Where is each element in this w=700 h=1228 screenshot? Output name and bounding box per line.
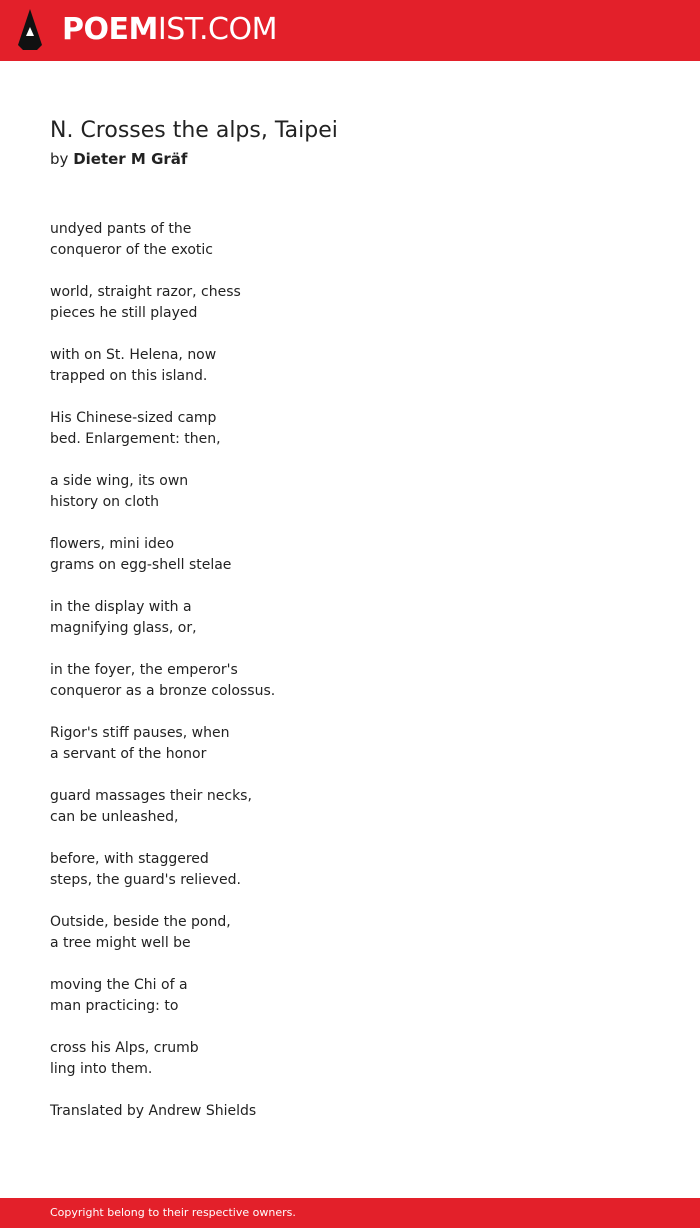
by-label: by [50,150,69,168]
poem-body [50,219,650,1143]
logo-text-light: IST.COM [157,12,277,47]
byline [50,148,187,170]
poem-stanza [50,1101,650,1122]
poem-stanza [50,597,650,639]
poem-line: can be unleashed, [50,809,179,825]
poem-line: world, straight razor, chess [50,284,241,300]
poem-stanza [50,660,650,702]
poem-title: N. Crosses the alps, Taipei [50,118,338,143]
poem-line: conqueror of the exotic [50,242,213,258]
poem-line: in the foyer, the emperor's [50,662,238,678]
poem-line: a side wing, its own [50,473,189,489]
poem-stanza [50,282,650,324]
author-name: Dieter M Gräf [73,150,188,168]
site-header [0,0,700,61]
poem-line: bed. Enlargement: then, [50,431,221,447]
poem-line: a tree might well be [50,935,191,951]
poem-stanza [50,723,650,765]
poem-line: pieces he still played [50,305,198,321]
poem-stanza [50,219,650,261]
poem-stanza [50,408,650,450]
poem-line: ling into them. [50,1061,153,1077]
poem-stanza [50,849,650,891]
poem-stanza [50,534,650,576]
poem-line: Outside, beside the pond, [50,914,231,930]
poem-line: a servant of the honor [50,746,207,762]
poem-line: before, with staggered [50,851,209,867]
poem-line: flowers, mini ideo [50,536,175,552]
poem-line: with on St. Helena, now [50,347,217,363]
poem-line: His Chinese-sized camp [50,410,217,426]
pencil-tip-icon[interactable] [17,9,43,51]
poem-line: in the display with a [50,599,192,615]
poem-stanza [50,786,650,828]
copyright-text: Copyright belong to their respective owners. [50,1206,296,1219]
poem-line: moving the Chi of a [50,977,188,993]
poem-line: Rigor's stiff pauses, when [50,725,230,741]
poem-line: grams on egg-shell stelae [50,557,232,573]
poem-line: trapped on this island. [50,368,208,384]
poem-line: conqueror as a bronze colossus. [50,683,276,699]
poem-stanza [50,1038,650,1080]
poem-line: cross his Alps, crumb [50,1040,199,1056]
poem-stanza [50,471,650,513]
poem-line: history on cloth [50,494,160,510]
poem-line: undyed pants of the [50,221,192,237]
site-footer [0,1198,700,1228]
poem-stanza [50,975,650,1017]
logo-text-bold: POEM [62,12,158,47]
poem-line: man practicing: to [50,998,179,1014]
site-logo[interactable] [62,12,277,48]
poem-line: magnifying glass, or, [50,620,197,636]
poem-line: Translated by Andrew Shields [50,1103,257,1119]
poem-stanza [50,345,650,387]
poem-stanza [50,912,650,954]
poem-line: steps, the guard's relieved. [50,872,241,888]
poem-line: guard massages their necks, [50,788,252,804]
